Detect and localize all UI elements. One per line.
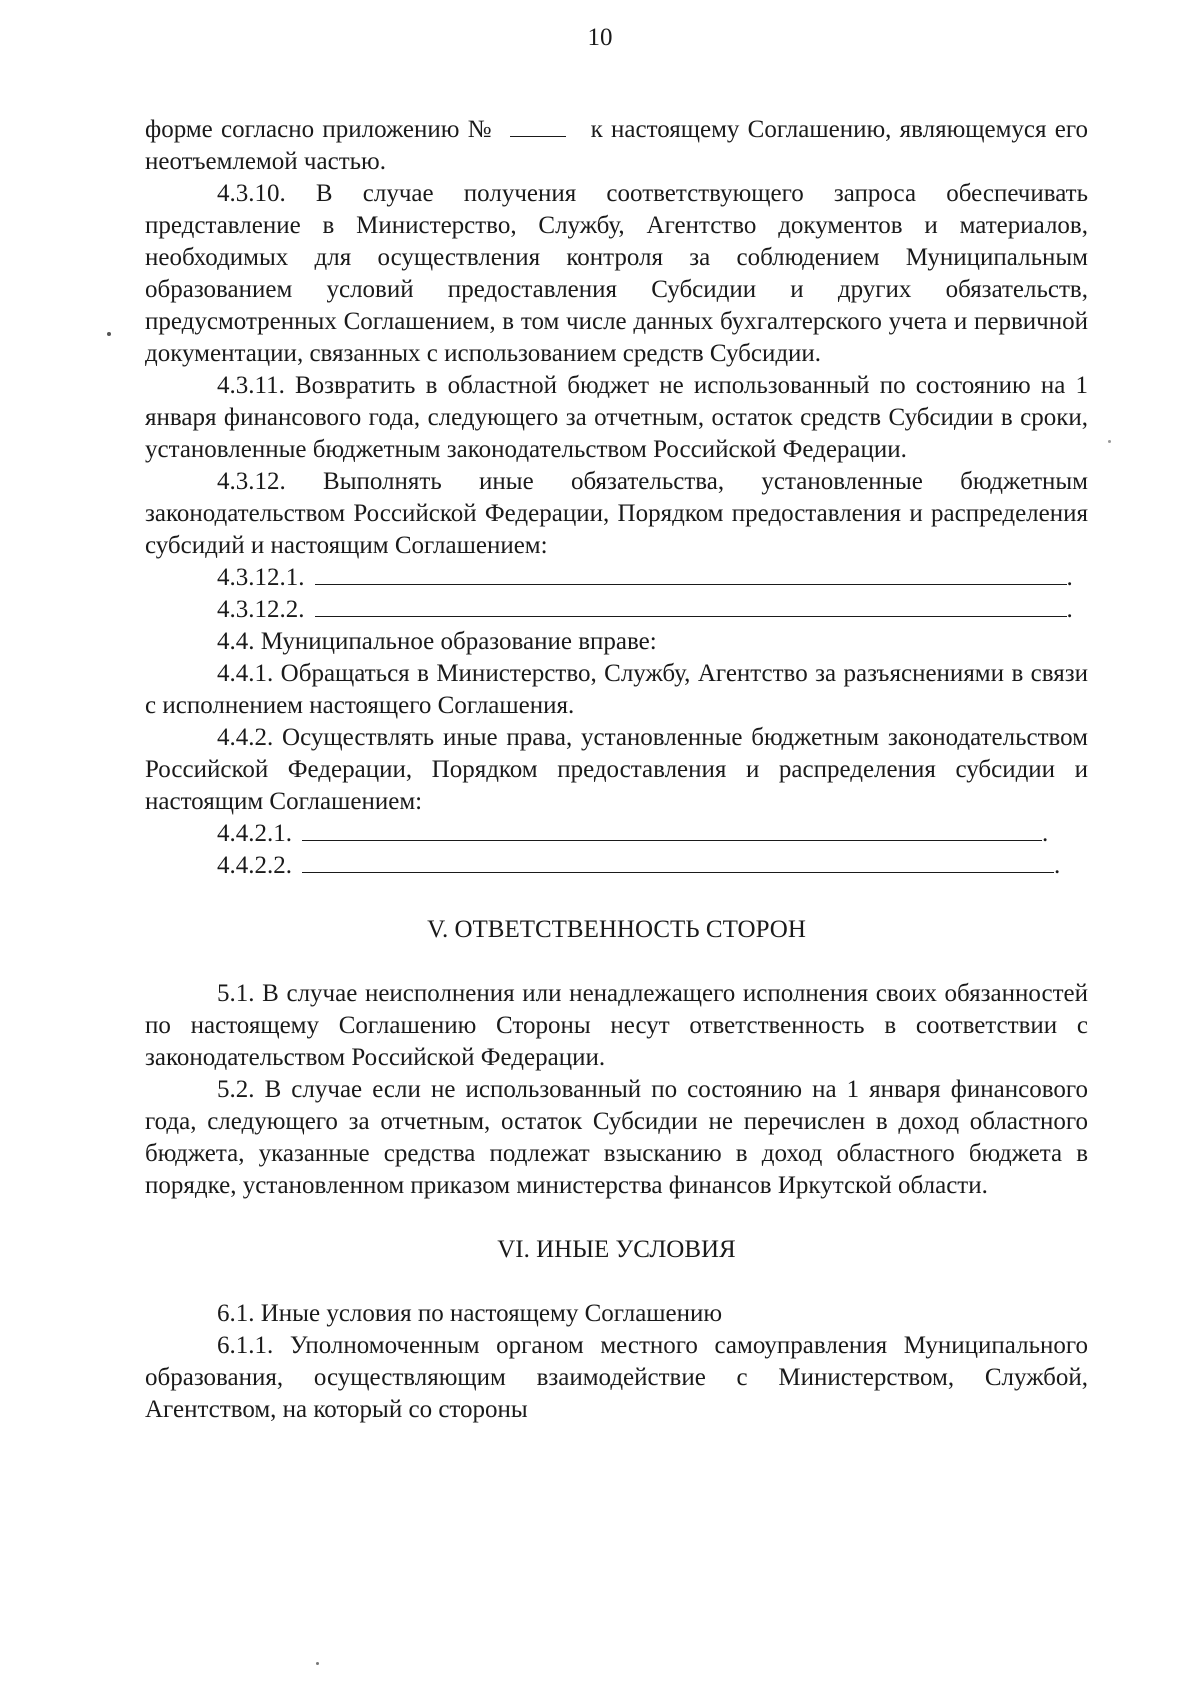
scan-speck (107, 332, 111, 336)
blank-item-4-3-12-1 (145, 562, 1088, 594)
fill-in-line (302, 839, 1042, 841)
fill-in-line (302, 871, 1054, 873)
blank-item-4-4-2-2 (145, 850, 1088, 882)
paragraph-6-1-1: 6.1.1. Уполномоченным органом местного самоуправления Муниципального образования, осуществляющим взаимодействие с Министерством, Службой, Агентством, на который со стороны (145, 1332, 1088, 1423)
appendix-number-blank (510, 118, 566, 137)
paragraph-6-1: 6.1. Иные условия по настоящему Соглашению (217, 1300, 723, 1327)
paragraph-4-4-1: 4.4.1. Обращаться в Министерство, Службу, Агентство за разъяснениями в связи с исполнением настоящего Соглашения. (145, 660, 1088, 719)
blank-item-number: 4.3.12.2. (217, 596, 305, 623)
intro-text-start: форме согласно приложению № (145, 116, 494, 143)
blank-item-number: 4.3.12.1. (217, 564, 305, 591)
line-end-dot: . (1054, 852, 1061, 879)
document-body (145, 114, 1088, 1426)
paragraph-4-3-12: 4.3.12. Выполнять иные обязательства, установленные бюджетным законодательством Российской Федерации, Порядком предоставления и распределения субсидий и настоящим Соглашением: (145, 468, 1088, 559)
paragraph-5-2: 5.2. В случае если не использованный по состоянию на 1 января финансового года, следующего за отчетным, остаток Субсидии не перечислен в доход областного бюджета, указанные средства подлежат взысканию в доход областного бюджета в порядке, установленном приказом министерства финансов Иркутской области. (145, 1076, 1088, 1199)
line-end-dot: . (1066, 564, 1073, 591)
paragraph-4-3-11: 4.3.11. Возвратить в областной бюджет не использованный по состоянию на 1 января финансового года, следующего за отчетным, остаток средств Субсидии в сроки, установленные бюджетным законодательством Российской Федерации. (145, 372, 1088, 463)
line-end-dot: . (1042, 820, 1049, 847)
fill-in-line (315, 615, 1067, 617)
paragraph-4-3-10: 4.3.10. В случае получения соответствующего запроса обеспечивать представление в Министерство, Службу, Агентство документов и материалов, необходимых для осуществления контроля за соблюдением Муниципальным образованием условий предоставления Субсидии и других обязательств, предусмотренных Соглашением, в том числе данных бухгалтерского учета и первичной документации, связанных с использованием средств Субсидии. (145, 180, 1088, 367)
paragraph-5-1: 5.1. В случае неисполнения или ненадлежащего исполнения своих обязанностей по настоящему Соглашению Стороны несут ответственность в соответствии с законодательством Российской Федерации. (145, 980, 1088, 1071)
scan-speck (1108, 440, 1111, 443)
scan-speck (316, 1662, 319, 1665)
intro-text-end: к настоящему Соглашению, являющемуся его неотъемлемой частью. (145, 116, 1088, 175)
line-end-dot: . (1066, 596, 1073, 623)
section-heading-6: VI. ИНЫЕ УСЛОВИЯ (497, 1236, 736, 1263)
fill-in-line (315, 583, 1067, 585)
blank-item-4-4-2-1 (145, 818, 1088, 850)
paragraph-4-4-2: 4.4.2. Осуществлять иные права, установленные бюджетным законодательством Российской Федерации, Порядком предоставления и распределения субсидии и настоящим Соглашением: (145, 724, 1088, 815)
section-heading-5: V. ОТВЕТСТВЕННОСТЬ СТОРОН (427, 916, 806, 943)
page-number: 10 (587, 24, 613, 51)
paragraph-4-4: 4.4. Муниципальное образование вправе: (217, 628, 657, 655)
blank-item-number: 4.4.2.2. (217, 852, 292, 879)
blank-item-4-3-12-2 (145, 594, 1088, 626)
paragraph-intro (145, 114, 1088, 178)
blank-item-number: 4.4.2.1. (217, 820, 292, 847)
